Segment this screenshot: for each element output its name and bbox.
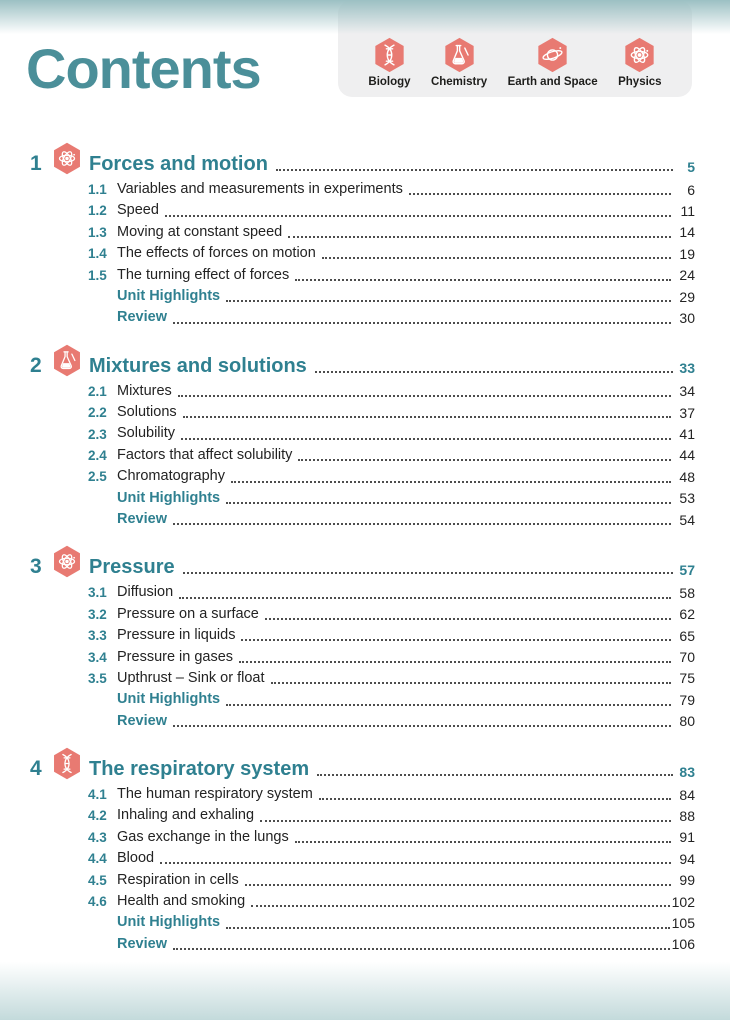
- dotted-leader: [276, 169, 673, 171]
- entry-title: Diffusion: [117, 584, 174, 601]
- dotted-leader: [226, 502, 671, 504]
- entry-title: Solutions: [117, 404, 177, 421]
- dotted-leader: [251, 905, 669, 907]
- atom-icon: [52, 545, 82, 578]
- toc-entry[interactable]: [30, 426, 695, 441]
- entry-title: Variables and measurements in experiments: [117, 181, 403, 197]
- toc-entry[interactable]: [30, 246, 695, 261]
- entry-title: Blood: [117, 850, 155, 867]
- unit-entries: [30, 384, 695, 528]
- subject-legend: [338, 0, 692, 97]
- entry-page-number: 34: [679, 383, 695, 400]
- entry-number: 1.1: [88, 182, 107, 198]
- dotted-leader: [298, 459, 671, 461]
- dotted-leader: [288, 236, 671, 238]
- dotted-leader: [231, 481, 671, 483]
- entry-title: Gas exchange in the lungs: [117, 828, 289, 845]
- entry-number: 1.2: [88, 203, 107, 219]
- entry-page-number: 58: [679, 584, 695, 601]
- dotted-leader: [178, 395, 671, 397]
- page-header: [0, 0, 730, 140]
- entry-number: 2.3: [88, 426, 107, 442]
- entry-number: 4.2: [88, 808, 107, 824]
- dotted-leader: [295, 841, 671, 843]
- atom-icon: [623, 37, 656, 73]
- entry-number: 1.3: [88, 224, 107, 240]
- entry-number: 4.3: [88, 829, 107, 845]
- planet-icon: [536, 37, 569, 73]
- unit-page-number: 57: [679, 561, 695, 578]
- dotted-leader: [165, 215, 671, 217]
- legend-label: Chemistry: [430, 76, 488, 88]
- entry-number: 2.2: [88, 405, 107, 421]
- dotted-leader: [315, 371, 673, 373]
- entry-number: 4.1: [88, 787, 107, 803]
- flask-icon: [443, 37, 476, 73]
- entry-number: 3.1: [88, 585, 107, 601]
- entry-page-number: 70: [679, 649, 695, 666]
- unit-title: Pressure: [89, 556, 175, 579]
- entry-title: Review: [117, 511, 167, 528]
- entry-page-number: 29: [679, 288, 695, 305]
- legend-label: Earth and Space: [507, 76, 598, 88]
- unit-entries: [30, 787, 695, 952]
- entry-page-number: 6: [687, 181, 695, 198]
- dotted-leader: [245, 884, 671, 886]
- entry-page-number: 14: [679, 224, 695, 241]
- unit-number: 3: [30, 555, 42, 579]
- dna-icon: [373, 37, 406, 73]
- entry-page-number: 62: [679, 606, 695, 623]
- dna-icon: [52, 747, 82, 780]
- toc-unit-heading[interactable]: [30, 747, 695, 780]
- entry-number: 2.5: [88, 469, 107, 485]
- entry-page-number: 94: [679, 850, 695, 867]
- entry-page-number: 53: [679, 490, 695, 507]
- unit-entries: [30, 585, 695, 729]
- entry-title: Review: [117, 712, 167, 729]
- entry-page-number: 48: [679, 468, 695, 485]
- toc-entry[interactable]: [30, 225, 695, 240]
- entry-number: 4.6: [88, 894, 107, 910]
- toc-entry[interactable]: [30, 894, 695, 909]
- entry-number: 1.5: [88, 267, 107, 283]
- toc-unit: [30, 344, 695, 528]
- dotted-leader: [179, 597, 671, 599]
- unit-number: 1: [30, 151, 42, 175]
- toc-entry[interactable]: [30, 650, 695, 665]
- entry-number: 3.5: [88, 670, 107, 686]
- legend-item: [368, 37, 410, 88]
- toc-entry[interactable]: [30, 628, 695, 643]
- toc-entry[interactable]: [30, 405, 695, 420]
- unit-entries: [30, 182, 695, 326]
- dotted-leader: [173, 725, 671, 727]
- entry-page-number: 102: [671, 893, 695, 910]
- unit-title: Mixtures and solutions: [89, 354, 307, 377]
- dotted-leader: [271, 682, 672, 684]
- entry-number: 1.4: [88, 246, 107, 262]
- toc-unit: [30, 545, 695, 729]
- entry-page-number: 106: [671, 936, 695, 953]
- dotted-leader: [226, 927, 670, 929]
- entry-page-number: 44: [679, 447, 695, 464]
- unit-title: The respiratory system: [89, 757, 310, 780]
- entry-page-number: 105: [671, 914, 695, 931]
- toc-entry[interactable]: [30, 915, 695, 930]
- entry-page-number: 84: [679, 786, 695, 803]
- entry-title: Pressure in liquids: [117, 627, 236, 644]
- toc-entry[interactable]: [30, 182, 695, 197]
- dotted-leader: [241, 639, 671, 641]
- entry-title: Pressure in gases: [117, 648, 234, 665]
- toc-entry[interactable]: [30, 203, 695, 218]
- entry-number: 3.3: [88, 628, 107, 644]
- dotted-leader: [160, 862, 671, 864]
- legend-item: [508, 37, 598, 88]
- entry-page-number: 19: [679, 245, 695, 262]
- toc-unit-heading[interactable]: [30, 545, 695, 578]
- entry-title: Respiration in cells: [117, 871, 239, 888]
- unit-page-number: 83: [679, 763, 695, 780]
- entry-page-number: 79: [679, 691, 695, 708]
- entry-title: Upthrust – Sink or float: [117, 669, 265, 686]
- entry-number: 2.1: [88, 383, 107, 399]
- entry-page-number: 80: [679, 713, 695, 730]
- dotted-leader: [173, 523, 671, 525]
- dotted-leader: [239, 661, 671, 663]
- dotted-leader: [265, 618, 671, 620]
- entry-number: 3.4: [88, 649, 107, 665]
- entry-title: Unit Highlights: [117, 288, 221, 305]
- entry-title: Speed: [117, 202, 159, 219]
- dotted-leader: [226, 704, 671, 706]
- entry-page-number: 41: [679, 426, 695, 442]
- toc-entry[interactable]: [30, 830, 695, 845]
- toc-unit: [30, 747, 695, 952]
- entry-page-number: 30: [679, 309, 695, 326]
- toc-entry[interactable]: [30, 310, 695, 325]
- toc-entry[interactable]: [30, 787, 695, 802]
- toc-entry[interactable]: [30, 873, 695, 888]
- unit-page-number: 33: [679, 360, 695, 377]
- dotted-leader: [181, 438, 671, 440]
- entry-title: Solubility: [117, 425, 176, 442]
- toc-entry[interactable]: [30, 384, 695, 399]
- toc-entry[interactable]: [30, 937, 695, 952]
- entry-number: 4.4: [88, 851, 107, 867]
- entry-title: Mixtures: [117, 382, 172, 399]
- toc-entry[interactable]: [30, 671, 695, 686]
- legend-label: Physics: [618, 76, 662, 88]
- entry-number: 3.2: [88, 606, 107, 622]
- toc-unit: [30, 142, 695, 326]
- entry-title: The human respiratory system: [117, 785, 313, 802]
- table-of-contents: [0, 140, 730, 952]
- entry-title: Chromatography: [117, 468, 225, 485]
- entry-page-number: 99: [679, 872, 695, 889]
- dotted-leader: [183, 572, 673, 574]
- entry-page-number: 11: [680, 202, 695, 219]
- dotted-leader: [173, 948, 670, 950]
- toc-entry[interactable]: [30, 289, 695, 304]
- entry-title: Review: [117, 309, 167, 326]
- toc-entry[interactable]: [30, 512, 695, 527]
- toc-entry[interactable]: [30, 692, 695, 707]
- page-title: Contents: [26, 37, 261, 100]
- toc-entry[interactable]: [30, 808, 695, 823]
- toc-entry[interactable]: [30, 714, 695, 729]
- flask-icon: [52, 344, 82, 377]
- unit-number: 4: [30, 756, 42, 780]
- entry-title: The effects of forces on motion: [117, 245, 316, 262]
- dotted-leader: [173, 322, 671, 324]
- toc-entry[interactable]: [30, 851, 695, 866]
- bottom-gradient-decoration: [0, 962, 730, 1020]
- unit-title: Forces and motion: [89, 153, 268, 175]
- entry-title: Unit Highlights: [117, 914, 221, 931]
- entry-page-number: 54: [679, 511, 695, 528]
- entry-title: Health and smoking: [117, 893, 246, 909]
- legend-item: [618, 37, 661, 88]
- entry-page-number: 65: [679, 627, 695, 644]
- entry-title: Pressure on a surface: [117, 605, 259, 622]
- entry-page-number: 75: [679, 670, 695, 687]
- toc-entry[interactable]: [30, 585, 695, 600]
- toc-entry[interactable]: [30, 448, 695, 463]
- toc-unit-heading[interactable]: [30, 344, 695, 377]
- toc-entry[interactable]: [30, 268, 695, 283]
- entry-title: Inhaling and exhaling: [117, 807, 255, 824]
- toc-unit-heading[interactable]: [30, 142, 695, 175]
- unit-page-number: 5: [687, 158, 695, 175]
- entry-page-number: 91: [679, 829, 695, 846]
- entry-page-number: 24: [679, 267, 695, 284]
- dotted-leader: [183, 416, 671, 418]
- legend-label: Biology: [368, 76, 411, 88]
- entry-number: 2.4: [88, 447, 107, 463]
- dotted-leader: [319, 798, 671, 800]
- entry-title: The turning effect of forces: [117, 266, 290, 283]
- dotted-leader: [295, 279, 671, 281]
- atom-icon: [52, 142, 82, 175]
- dotted-leader: [409, 193, 671, 195]
- entry-title: Unit Highlights: [117, 691, 221, 708]
- toc-entry[interactable]: [30, 469, 695, 484]
- entry-title: Review: [117, 935, 167, 952]
- unit-number: 2: [30, 353, 42, 377]
- entry-title: Moving at constant speed: [117, 223, 283, 240]
- toc-entry[interactable]: [30, 491, 695, 506]
- entry-title: Unit Highlights: [117, 489, 221, 506]
- legend-item: [431, 37, 487, 88]
- dotted-leader: [226, 300, 671, 302]
- entry-title: Factors that affect solubility: [117, 446, 293, 463]
- toc-entry[interactable]: [30, 607, 695, 622]
- entry-page-number: 88: [679, 807, 695, 824]
- entry-number: 4.5: [88, 872, 107, 888]
- entry-page-number: 37: [679, 404, 695, 421]
- dotted-leader: [317, 774, 673, 776]
- dotted-leader: [322, 257, 671, 259]
- dotted-leader: [260, 820, 671, 822]
